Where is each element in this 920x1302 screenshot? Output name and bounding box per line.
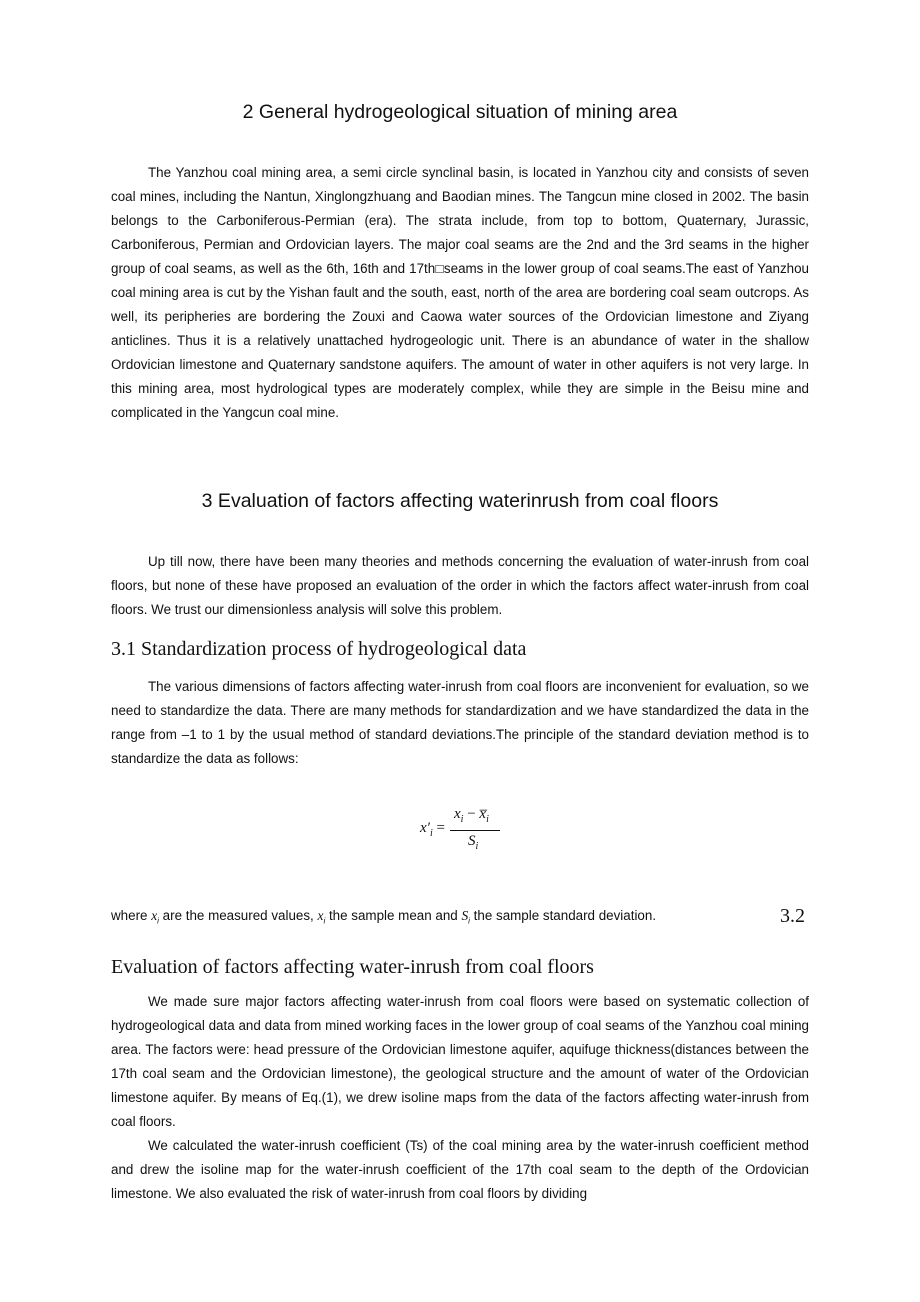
section-3-body	[111, 550, 809, 622]
section-3-1-body	[111, 675, 809, 771]
section-3-paragraph: Up till now, there have been many theories and methods concerning the evaluation of water-inrush from coal floors, but none of these have proposed an evaluation of the order in which the factors affect water-inrush from coal floors. We trust our dimensionless analysis will solve this problem.	[111, 554, 809, 617]
formula-explanation: where $x_i$ are the measured values, $x_i$ the sample mean and $S_i$ the sample standard deviation.	[111, 908, 657, 926]
formula-lhs: $x'_i$ =	[420, 820, 445, 839]
section-3-heading: 3 Evaluation of factors affecting waterinrush from coal floors	[201, 490, 719, 512]
section-3-1-heading: 3.1 Standardization process of hydrogeological data	[111, 638, 527, 660]
section-3-2-number: 3.2	[780, 905, 805, 927]
formula-numerator: $x_i$ − $x̅_i$	[454, 806, 489, 825]
section-2-body	[111, 161, 809, 425]
standardization-formula	[418, 806, 518, 862]
formula-denominator: $S_i$	[468, 833, 479, 852]
section-3-2-heading: Evaluation of factors affecting water-inrush from coal floors	[111, 956, 594, 978]
section-3-2-paragraph-1: We made sure major factors affecting water-inrush from coal floors were based on systematic collection of hydrogeological data and data from mined working faces in the lower group of coal seams of the Yanzhou coal mining area. The factors were: head pressure of the Ordovician limestone aquifer, aquifuge thickness(distances between the 17th coal seam and the Ordovician limestone), the geological structure and the amount of water of the Ordovician limestone aquifer. By means of Eq.(1), we drew isoline maps from the data of the factors affecting water-inrush from coal floors.	[111, 994, 809, 1129]
section-2-heading: 2 General hydrogeological situation of mining area	[242, 101, 678, 123]
section-3-2-paragraph-2: We calculated the water-inrush coefficient (Ts) of the coal mining area by the water-inrush coefficient method and drew the isoline map for the water-inrush coefficient of the 17th coal seam to the depth of the Ordovician limestone. We also evaluated the risk of water-inrush from coal floors by dividing	[111, 1138, 809, 1201]
section-2-paragraph: The Yanzhou coal mining area, a semi circle synclinal basin, is located in Yanzhou city and consists of seven coal mines, including the Nantun, Xinglongzhuang and Baodian mines. The Tangcun mine closed in 2002. The basin belongs to the Carboniferous-Permian (era). The strata include, from top to bottom, Quaternary, Jurassic, Carboniferous, Permian and Ordovician layers. The major coal seams are the 2nd and the 3rd seams in the higher group of coal seams, as well as the 6th, 16th and 17th□seams in the lower group of coal seams.The east of Yanzhou coal mining area is cut by the Yishan fault and the south, east, north of the area are bordering coal seam outcrops. As well, its peripheries are bordering the Zouxi and Caowa water sources of the Ordovician limestone and Ziyang anticlines. Thus it is a relatively unattached hydrogeologic unit. There is an abundance of water in the shallow Ordovician limestone and Quaternary sandstone aquifers. The amount of water in other aquifers is not very large. In this mining area, most hydrological types are moderately complex, while they are simple in the Beisu mine and complicated in the Yangcun coal mine.	[111, 165, 809, 420]
section-3-1-paragraph: The various dimensions of factors affecting water-inrush from coal floors are inconvenient for evaluation, so we need to standardize the data. There are many methods for standardization and we have standardized the data in the range from –1 to 1 by the usual method of standard deviations.The principle of the standard deviation method is to standardize the data as follows:	[111, 679, 809, 766]
formula-fraction-bar	[450, 830, 500, 831]
section-3-2-body	[111, 990, 809, 1206]
